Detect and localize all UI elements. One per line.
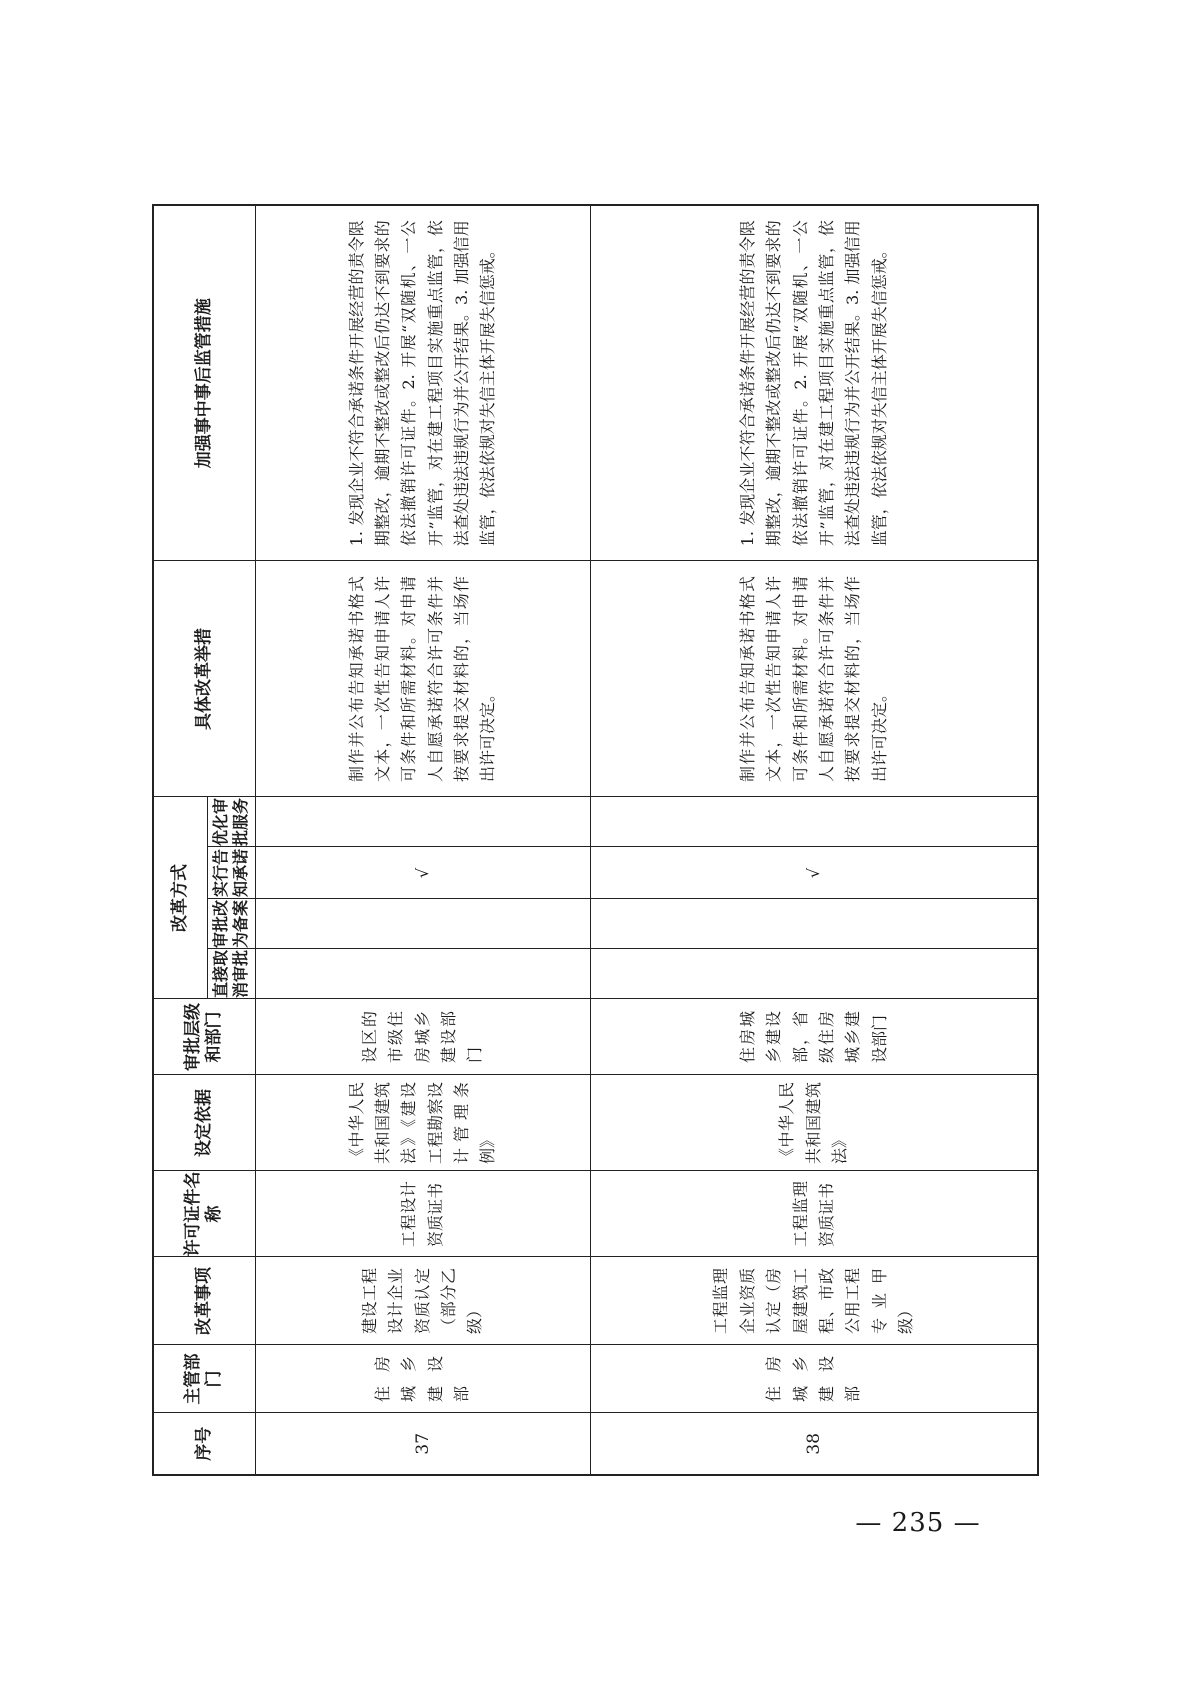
row-item-text: 建设工程设计企业资质认定（部分乙级） [359,1268,485,1334]
row-license-text: 工程设计资质证书 [399,1181,445,1247]
header-seq: 序号 [153,1413,255,1475]
row-basis [590,1075,1038,1171]
row-level-text: 设区的市级住房城乡建设部门 [359,1011,485,1063]
row-optimize [590,797,1038,847]
row-seq: 38 [590,1413,1038,1475]
row-license [590,1171,1038,1257]
row-supervision [590,205,1038,561]
row-basis-text: 《中华人民共和国建筑法》《建设工程勘察设计管理条例》 [346,1082,498,1164]
row-optimize [255,797,590,847]
row-basis [255,1075,590,1171]
row-supervision-text: 1. 发现企业不符合承诺条件开展经营的责令限期整改，逾期不整改或整改后仍达不到要求的依法撤销许可证件。2. 开展“双随机、一公开”监管，对在建工程项目实施重点监管，依法查处违法违规行为并公开结果。3. 加强信用监管，依法依规对失信主体开展失信惩戒。 [737,220,889,547]
header-dept: 主管部门 [153,1345,255,1413]
header-measures: 具体改革举措 [153,561,255,797]
row-filing [255,899,590,949]
header-filing: 审批改为备案 [207,899,255,949]
header-supervision: 加强事中事后监管措施 [153,205,255,561]
header-notify: 实行告知承诺 [207,847,255,899]
row-dept-text: 住房城乡建设部 [764,1356,863,1402]
row-filing [590,899,1038,949]
header-item: 改革事项 [153,1257,255,1345]
table-row [255,205,590,1475]
header-level: 审批层级和部门 [153,999,255,1075]
header-cancel: 直接取消审批 [207,949,255,999]
row-cancel [255,949,590,999]
row-level [590,999,1038,1075]
row-basis-text: 《中华人民共和国建筑法》 [777,1082,850,1164]
row-dept-text: 住房城乡建设部 [372,1356,472,1402]
header-basis: 设定依据 [153,1075,255,1171]
row-level-text: 住房城乡建设部，省级住房城乡建设部门 [737,1011,889,1063]
header-reform-group: 改革方式 [153,797,207,999]
row-license [255,1171,590,1257]
row-dept [590,1345,1038,1413]
header-license: 许可证件名称 [153,1171,255,1257]
row-cancel [590,949,1038,999]
row-supervision [255,205,590,561]
row-seq: 37 [255,1413,590,1475]
header-optimize: 优化审批服务 [207,797,255,847]
row-measures [255,561,590,797]
row-dept [255,1345,590,1413]
reform-table [152,204,1039,1476]
row-level [255,999,590,1075]
row-supervision-text: 1. 发现企业不符合承诺条件开展经营的责令限期整改，逾期不整改或整改后仍达不到要求的依法撤销许可证件。2. 开展“双随机、一公开”监管，对在建工程项目实施重点监管，依法查处违法违规行为并公开结果。3. 加强信用监管，依法依规对失信主体开展失信惩戒。 [346,220,498,547]
row-item [255,1257,590,1345]
table-row [590,205,1038,1475]
row-measures-text: 制作并公布告知承诺书格式文本，一次性告知申请人许可条件和所需材料。对申请人自愿承诺符合许可条件并按要求提交材料的，当场作出许可决定。 [737,576,889,782]
row-notify-check: √ [590,847,1038,899]
reform-table-rotated [152,206,1039,1476]
row-item [590,1257,1038,1345]
row-notify-check: √ [255,847,590,899]
row-measures [590,561,1038,797]
page-number: — 235 — [855,1508,981,1538]
row-license-text: 工程监理资质证书 [790,1181,836,1247]
row-measures-text: 制作并公布告知承诺书格式文本，一次性告知申请人许可条件和所需材料。对申请人自愿承诺符合许可条件并按要求提交材料的，当场作出许可决定。 [346,576,498,782]
row-item-text: 工程监理企业资质认定（房屋建筑工程、市政公用工程专业甲级） [711,1268,916,1334]
